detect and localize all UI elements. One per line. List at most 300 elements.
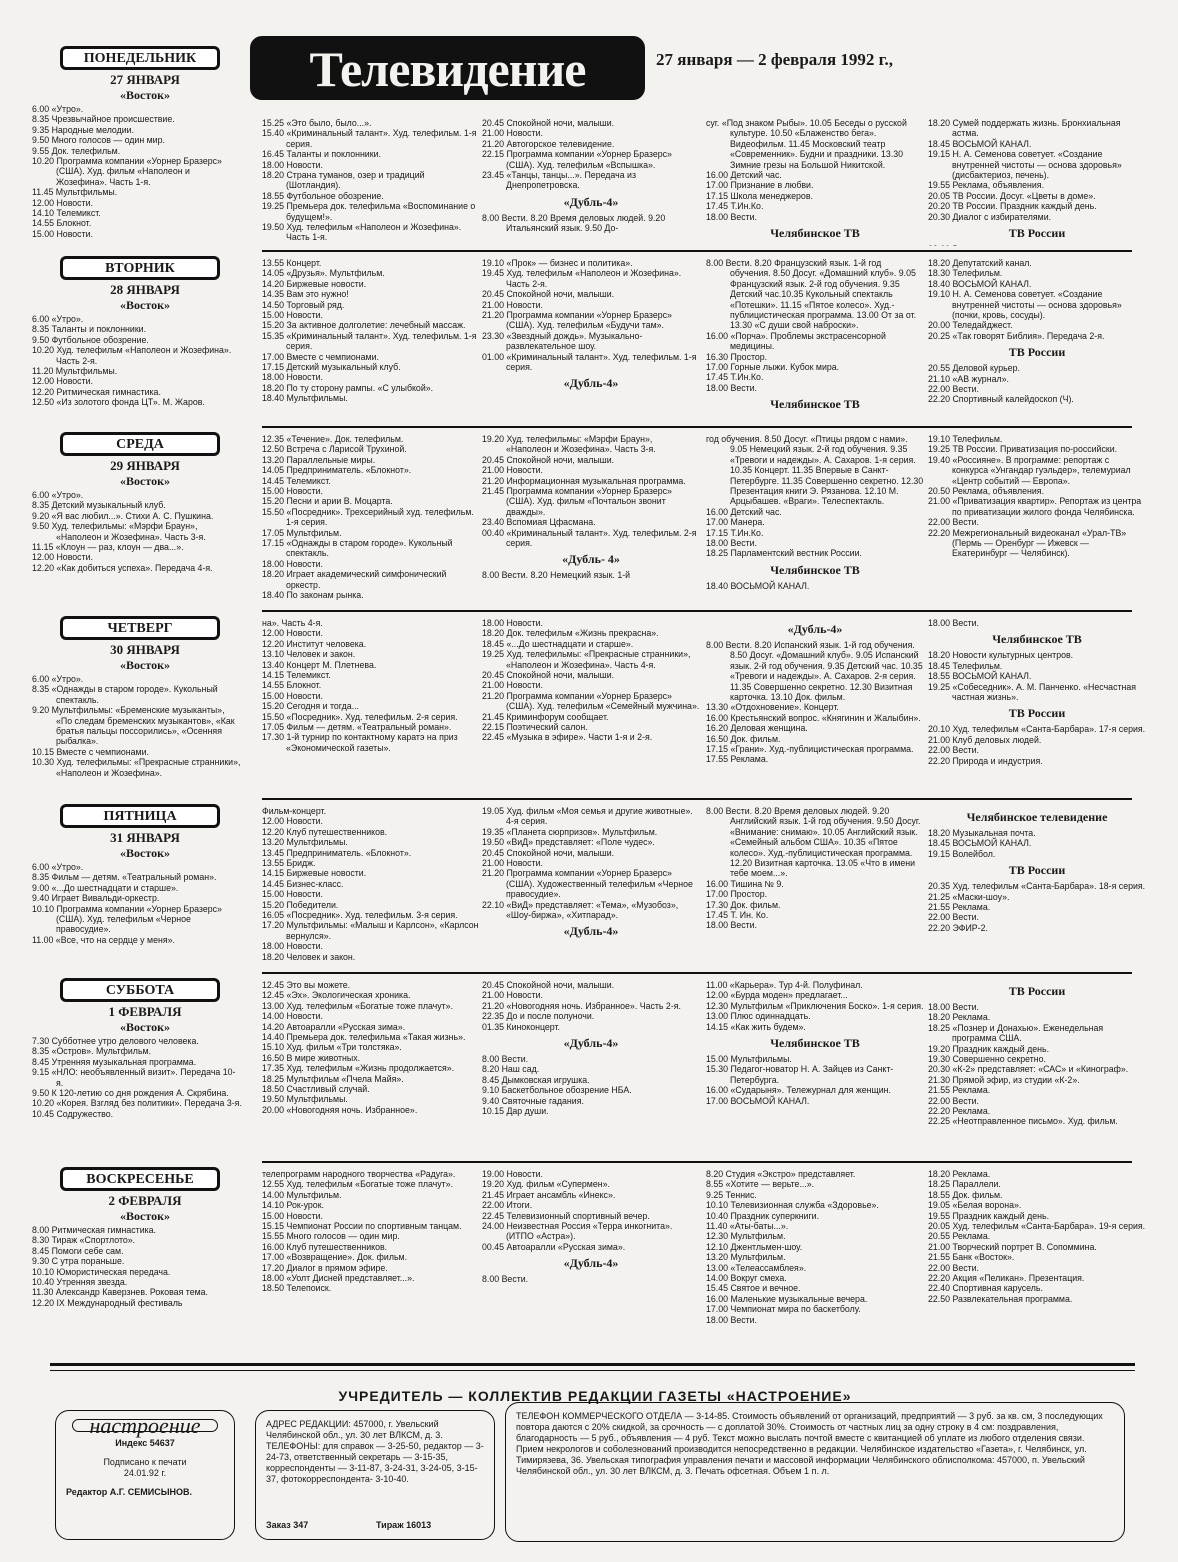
program-entry: 19.25 Премьера док. телефильма «Воспоминание о будущем!». xyxy=(262,201,478,222)
program-entry: 19.05 Худ. фильм «Моя семья и другие животные». 4-я серия. xyxy=(482,806,696,827)
program-entry: 15.25 «Это было, было...». xyxy=(262,118,372,128)
program-entry: 13.10 Человек и закон. xyxy=(262,649,356,660)
channel-heading: «Дубль-4» xyxy=(563,1036,619,1051)
schedule-column xyxy=(928,618,1146,794)
program-entry: 19.15 Н. А. Семенова советует. «Создание внутренней чистоты — основа здоровья» (дисбактериоз, печень). xyxy=(928,149,1125,181)
program-entry: 19.50 Худ. телефильм «Наполеон и Жозефина». Часть 1-я. xyxy=(262,222,464,243)
day-date: 31 ЯНВАРЯ xyxy=(110,830,180,845)
program-entry: 18.55 Док. фильм. xyxy=(928,1189,1003,1200)
masthead-box xyxy=(55,1410,235,1540)
program-entry: 22.00 Вести. xyxy=(928,517,980,528)
program-entry: 17.05 Фильм — детям. «Театральный роман». xyxy=(262,722,452,733)
program-entry: 00.40 «Криминальный талант». Худ. телефильм. 2-я серия. xyxy=(482,527,699,549)
program-entry: 14.10 Телемикст. xyxy=(32,208,101,219)
program-entry: 23.40 Вспомиая Цфасмана. xyxy=(482,517,596,528)
program-entry: 14.15 «Как жить будем». xyxy=(706,1021,806,1032)
program-entry: 18.40 По законам рынка. xyxy=(262,590,364,601)
program-entry: 10.10 Программа компании «Уорнер Бразерс» (США). Худ. телефильм «Черное правосудие». xyxy=(32,903,225,935)
program-entry: 14.00 Мультфильм. xyxy=(262,1189,342,1200)
program-entry: 9.20 «Я вас любил...». Стихи А. С. Пушкина. xyxy=(32,510,214,521)
day-date: 30 ЯНВАРЯ xyxy=(110,642,180,657)
program-entry: 18.00 Новости. xyxy=(482,618,543,628)
program-entry: 6.00 «Утро». xyxy=(32,104,84,114)
program-entry: 8.35 «Однажды в старом городе». Кукольный спектакль. xyxy=(32,684,221,705)
program-entry: 9.30 С утра пораньше. xyxy=(32,1256,125,1267)
program-entry: 18.50 Телепоиск. xyxy=(262,1283,332,1294)
program-entry: 15.00 Новости. xyxy=(262,1210,323,1221)
program-entry: 20.00 Теледайджест. xyxy=(928,320,1013,331)
program-entry: 13.40 Концерт М. Плетнева. xyxy=(262,659,377,670)
signed-date: 24.01.92 г. xyxy=(123,1468,167,1478)
program-entry: 20.30 «К-2» представляет: «САС» и «Кинограф». xyxy=(928,1064,1129,1075)
program-entry: 12.50 «Из золотого фонда ЦТ». М. Жаров. xyxy=(32,397,205,408)
schedule-column xyxy=(482,1169,700,1336)
program-entry: 21.00 Новости. xyxy=(482,680,543,691)
schedule-column xyxy=(928,980,1146,1157)
program-entry: 11.30 Александр Каверзнев. Роковая тема. xyxy=(32,1287,208,1298)
program-entry: 14.20 Автоаралли «Русская зима». xyxy=(262,1021,406,1032)
program-entry: 22.25 «Неотправленное письмо». Худ. фильм. xyxy=(928,1116,1118,1127)
program-entry: 18.00 Новости. xyxy=(262,159,323,170)
program-entry: 8.35 «Остров». Мультфильм. xyxy=(32,1046,152,1057)
page-title: Телевидение xyxy=(250,36,645,100)
schedule-column xyxy=(928,806,1146,968)
band-separator xyxy=(262,1161,1132,1163)
program-entry: 21.25 «Маски-шоу». xyxy=(928,891,1010,902)
program-entry: 19.25 «Собеседник». А. М. Панченко. «Несчастная частная жизнь». xyxy=(928,681,1139,703)
order-number: Заказ 347 xyxy=(266,1520,309,1530)
program-entry: 18.20 По ту сторону рампы. «С улыбкой». xyxy=(262,382,434,393)
program-entry: 14.55 Блокнот. xyxy=(32,218,92,229)
program-entry: 22.20 Реклама. xyxy=(928,1106,991,1117)
program-entry: 11.20 Мультфильмы. xyxy=(32,366,118,377)
program-entry: 20.10 Худ. телефильм «Санта-Барбара». 17-я серия. xyxy=(928,724,1146,735)
program-entry: 17.00 Вместе с чемпионами. xyxy=(262,351,379,362)
program-entry: 17.45 Т.Ин.Ко. xyxy=(706,372,764,383)
program-entry: 19.20 Худ. телефильмы: «Мэрфи Браун», «Наполеон и Жозефина». Часть 3-я. xyxy=(482,434,656,455)
program-entry: 16.00 «Сударыня». Тележурнал для женщин. xyxy=(706,1085,891,1096)
day-label: ПЯТНИЦА xyxy=(60,804,220,828)
program-entry: 15.20 Сегодня и тогда... xyxy=(262,701,359,712)
day-channel: «Восток» xyxy=(120,1020,170,1034)
program-entry: 18.40 ВОСЬМОЙ КАНАЛ. xyxy=(928,278,1032,289)
program-entry: 16.00 Клуб путешественников. xyxy=(262,1241,388,1252)
program-entry: 19.15 Волейбол. xyxy=(928,848,996,859)
schedule-column xyxy=(262,258,480,422)
program-entry: 15.10 Худ. фильм «Три толстяка». xyxy=(262,1042,402,1053)
schedule-column xyxy=(32,490,242,606)
program-entry: 15.50 «Посредник». Трехсерийный худ. телефильм. 1-я серия. xyxy=(262,506,477,528)
program-entry: 14.00 Новости. xyxy=(262,1011,323,1022)
program-entry: 17.00 «Возвращение». Док. фильм. xyxy=(262,1252,408,1263)
program-entry: 9.55 Док. телефильм. xyxy=(32,145,121,156)
program-entry: 17.35 Худ. телефильм «Жизнь продолжается». xyxy=(262,1063,455,1074)
program-entry: 20.45 Спокойной ночи, малыши. xyxy=(482,980,615,990)
program-entry: 15.50 «Посредник». Худ. телефильм. 2-я серия. xyxy=(262,711,458,722)
program-entry: 12.20 Институт человека. xyxy=(262,638,367,649)
program-entry: 22.50 Развлекательная программа. xyxy=(928,1293,1073,1304)
day-channel: «Восток» xyxy=(120,846,170,860)
program-entry: 18.45 ВОСЬМОЙ КАНАЛ. xyxy=(928,138,1032,149)
program-entry: 16.00 Тишина № 9. xyxy=(706,878,784,889)
program-entry: телепрограмм народного творчества «Радуга». xyxy=(262,1169,456,1179)
program-entry: 19.00 Новости. xyxy=(482,1169,543,1179)
schedule-column xyxy=(32,314,242,422)
program-entry: 15.00 Новости. xyxy=(262,486,323,497)
program-entry: 18.00 Вести. xyxy=(706,538,758,549)
program-entry: 21.20 Информационная музыкальная программа. xyxy=(482,475,686,486)
program-entry: 16.00 «Порча». Проблемы экстрасенсорной медицины. xyxy=(706,330,889,352)
program-entry: 17.00 Манера. xyxy=(706,517,765,528)
channel-heading: ТВ России xyxy=(1008,863,1066,878)
program-entry: 8.20 Студия «Экстро» представляет. xyxy=(706,1169,856,1179)
channel-heading: ТВ России xyxy=(1008,345,1066,360)
program-entry: 15.55 Много голосов — один мир. xyxy=(262,1231,400,1242)
program-entry: 19.55 Праздник каждый день. xyxy=(928,1210,1050,1221)
program-entry: 18.45 ВОСЬМОЙ КАНАЛ. xyxy=(928,838,1032,849)
program-entry: 21.20 «Новогодняя ночь. Избранное». Часть 2-я. xyxy=(482,1000,681,1011)
program-entry: 8.00 Вести. 8.20 Время деловых людей. 9.20 Итальянский язык. 9.50 До- xyxy=(482,212,668,234)
program-entry: 8.55 «Хотите — верьте...». xyxy=(706,1179,815,1190)
program-entry: 12.00 «Бурда моден» предлагает... xyxy=(706,990,848,1001)
program-entry: 20.05 Худ. телефильм «Санта-Барбара». 19-я серия. xyxy=(928,1221,1146,1232)
schedule-column xyxy=(32,674,242,794)
program-entry: 18.25 Мультфильм «Пчела Майя». xyxy=(262,1073,404,1084)
program-entry: 10.10 Юмористическая передача. xyxy=(32,1266,171,1277)
program-entry: 13.30 «Отдохновение». Концерт. xyxy=(706,702,839,713)
program-entry: 21.55 Реклама. xyxy=(928,902,991,913)
program-entry: 21.00 Клуб деловых людей. xyxy=(928,734,1042,745)
program-entry: 18.20 Сумей поддержать жизнь. Бронхиальная астма. xyxy=(928,118,1124,139)
day-channel: «Восток» xyxy=(120,474,170,488)
program-entry: 14.05 Предприниматель. «Блокнот». xyxy=(262,465,412,476)
program-entry: 12.00 Новости. xyxy=(262,628,323,639)
program-entry: 12.55 Худ. телефильм «Богатые тоже плачут». xyxy=(262,1179,454,1190)
program-entry: 15.00 Новости. xyxy=(262,310,323,321)
channel-heading: «Дубль-4» xyxy=(563,194,619,209)
commercial-info: ТЕЛЕФОН КОММЕРЧЕСКОГО ОТДЕЛА — 3-14-85. Стоимость объявлений от организаций, предприятий — 3 руб. за кв. см, 3 последующих повтора даются с 20% скидкой, за срочность — с доплатой 30%. Стоимость от частных лиц за одну строку в 4 см: поздравления, благодарность — 5 руб., объявления — 4 руб. Текст можно выслать почтой вместе с квитанцией об уплате из любого отделения связи. Прием некрологов и соболезнований производится непосредственно в редакции. Челябинское издательство «Газета», г. Челябинск, ул. Тимирязева, 36. Увельская типография управления печати и массовой информации Челябинского облисполкома: 457000, п. Увельский Челябинской обл., ул. 30 лет ВЛКСМ, д. 3. Печать офсетная. Объем 1 п. л. xyxy=(516,1411,1103,1476)
program-entry: 21.00 Новости. xyxy=(482,128,543,139)
day-label: СРЕДА xyxy=(60,432,220,456)
channel-heading: Челябинское телевидение xyxy=(966,810,1108,824)
day-date: 1 ФЕВРАЛЯ xyxy=(108,1004,182,1019)
schedule-column xyxy=(482,118,700,246)
schedule-column xyxy=(482,806,700,968)
address-box xyxy=(255,1410,495,1540)
program-entry: 19.50 Мультфильмы. xyxy=(262,1094,348,1105)
program-entry: 20.45 Спокойной ночи, малыши. xyxy=(482,847,615,858)
program-entry: 22.00 Итоги. xyxy=(482,1200,533,1211)
schedule-column xyxy=(706,806,924,968)
program-entry: 16.00 Маленькие музыкальные вечера. xyxy=(706,1293,868,1304)
channel-heading: ТВ России xyxy=(1008,706,1066,721)
program-entry: 01.35 Киноконцерт. xyxy=(482,1021,560,1032)
print-run: Тираж 16013 xyxy=(376,1520,432,1530)
program-entry: 17.15 Т.Ин.Ко. xyxy=(706,527,764,538)
program-entry: 22.00 Вести. xyxy=(928,912,980,923)
program-entry: 15.40 «Криминальный талант». Худ. телефильм. 1-я серия. xyxy=(262,128,479,149)
program-entry: 18.20 Новости культурных центров. xyxy=(928,650,1074,661)
channel-heading: «Дубль-4» xyxy=(563,1256,619,1271)
program-entry: 17.00 Простор. xyxy=(706,889,768,900)
program-entry: 18.00 Новости. xyxy=(262,372,323,383)
program-entry: 19.20 Худ. фильм «Супермен». xyxy=(482,1179,610,1190)
program-entry: 8.30 Тираж «Спортлото». xyxy=(32,1235,136,1246)
program-entry: 19.40 «Россияне». В программе: репортаж с конкурса «Унгандар гуэльдер», телемуриал «Центр событий — Европа». xyxy=(928,454,1134,486)
program-entry: 18.25 Парламентский вестник России. xyxy=(706,548,862,559)
program-entry: 19.55 Реклама, объявления. xyxy=(928,180,1045,191)
schedule-column xyxy=(482,258,700,422)
schedule-column xyxy=(262,980,480,1157)
program-entry: 22.45 «Музыка в эфире». Части 1-я и 2-я. xyxy=(482,732,653,743)
program-entry: 8.00 Вести. 8.20 Французский язык. 1-й год обучения. 8.50 Досуг. «Домашний клуб». 9.05 Французский язык. 2-й год обучения. 9.35 Детский час.10.35 Кукольный спектакль «Потешки». 11.15 «Пятое колесо». Худ.-публицистическая программа. 13.00 От за от. 13.30 «С души свой наброски». xyxy=(706,258,919,331)
program-entry: 19.05 «Белая ворона». xyxy=(928,1200,1022,1211)
program-entry: 20.05 ТВ России. Досуг. «Цветы в доме». xyxy=(928,190,1096,201)
program-entry: 22.20 Природа и индустрия. xyxy=(928,755,1043,766)
program-entry: 18.00 Новости. xyxy=(262,941,323,952)
program-entry: 14.20 Биржевые новости. xyxy=(262,278,367,289)
day-label: ВОСКРЕСЕНЬЕ xyxy=(60,1167,220,1191)
program-entry: 12.45 Это вы можете. xyxy=(262,980,351,990)
program-entry: 18.40 Мультфильмы. xyxy=(262,393,348,404)
program-entry: 12.00 Новости. xyxy=(32,376,93,387)
program-entry: 8.20 Наш сад. xyxy=(482,1064,540,1075)
program-entry: 16.05 «Посредник». Худ. телефильм. 3-я серия. xyxy=(262,910,458,921)
program-entry: 21.00 Творческий портрет В. Сопоммина. xyxy=(928,1241,1097,1252)
channel-heading: ТВ России xyxy=(1008,226,1066,241)
program-entry: 18.20 Реклама. xyxy=(928,1012,991,1023)
program-entry: 17.20 Диалог в прямом эфире. xyxy=(262,1262,388,1273)
newspaper-logo: настроение xyxy=(72,1419,218,1432)
program-entry: 19.35 «Планета сюрпризов». Мультфильм. xyxy=(482,826,658,837)
schedule-column xyxy=(32,1036,242,1157)
schedule-column xyxy=(32,862,242,968)
program-entry: 14.40 Премьера док. телефильма «Такая жизнь». xyxy=(262,1032,466,1043)
program-entry: 6.00 «Утро». xyxy=(32,490,84,500)
program-entry: 18.00 Новости. xyxy=(262,558,323,569)
program-entry: 20.45 Спокойной ночи, малыши. xyxy=(482,289,615,300)
program-entry: 17.15 «Грани». Худ.-публицистическая программа. xyxy=(706,744,914,755)
day-channel: «Восток» xyxy=(120,298,170,312)
schedule-column xyxy=(262,118,480,246)
program-entry: 17.45 Т.Ин.Ко. xyxy=(706,201,764,212)
program-entry: 16.20 Деловая женщина. xyxy=(706,723,808,734)
schedule-column xyxy=(262,618,480,794)
program-entry: 19.10 Н. А. Семенова советует. «Создание внутренней чистоты — основа здоровья» (почки, кровь, сосуды). xyxy=(928,289,1125,321)
program-entry: 17.20 Мультфильмы: «Малыш и Карлсон», «Карлсон вернулся». xyxy=(262,920,479,941)
program-entry: 21.45 Играет ансамбль «Инекс». xyxy=(482,1189,616,1200)
channel-heading: «Дубль-4» xyxy=(563,924,619,939)
program-entry: 19.25 ТВ России. Приватизация по-российски. xyxy=(928,444,1118,455)
program-entry: 15.20 Победители. xyxy=(262,899,339,910)
program-entry: 15.20 Песни и арии В. Моцарта. xyxy=(262,496,393,507)
program-entry: 22.20 ЭФИР-2. xyxy=(928,922,988,933)
program-entry: 12.10 Джентльмен-шоу. xyxy=(706,1241,803,1252)
program-entry: 18.00 Вести. xyxy=(706,382,758,393)
program-entry: на». Часть 4-я. xyxy=(262,618,323,628)
program-entry: 00.45 Автоаралли «Русская зима». xyxy=(482,1241,626,1252)
program-entry: 22.00 Вести. xyxy=(928,745,980,756)
program-entry: 8.00 Вести. xyxy=(482,1054,529,1065)
program-entry: 9.50 К 120-летию со дня рождения А. Скрябина. xyxy=(32,1088,229,1099)
schedule-column xyxy=(32,104,242,246)
program-entry: 11.00 «Карьера». Тур 4-й. Полуфинал. xyxy=(706,980,863,990)
program-entry: 17.55 Реклама. xyxy=(706,754,769,765)
program-entry: 18.20 Страна туманов, озер и традиций (Шотландия). xyxy=(262,170,427,191)
program-entry: 18.00 Вести. xyxy=(928,1002,980,1012)
program-entry: 16.50 В мире животных. xyxy=(262,1052,361,1063)
program-entry: 8.35 Таланты и поклонники. xyxy=(32,324,147,335)
program-entry: 8.35 Фильм — детям. «Театральный роман». xyxy=(32,872,217,883)
program-entry: 19.20 Праздник каждый день. xyxy=(928,1043,1050,1054)
program-entry: 15.00 Мультфильмы. xyxy=(706,1054,792,1065)
day-channel: «Восток» xyxy=(120,1209,170,1223)
program-entry: 21.45 Программа компании «Уорнер Бразерс» (США). Худ. фильм «Почтальон звонит дважды». xyxy=(482,486,675,517)
program-entry: 20.20 ТВ России. Праздник каждый день. xyxy=(928,201,1097,212)
program-entry: 11.40 «Аты-баты...». xyxy=(706,1221,789,1232)
program-entry: 11.45 Мультфильмы. xyxy=(32,187,118,198)
band-separator xyxy=(262,426,1132,428)
schedule-column xyxy=(706,258,924,422)
program-entry: 6.00 «Утро». xyxy=(32,674,84,684)
program-entry: 18.00 Вести. xyxy=(706,1314,758,1325)
program-entry: 10.40 Праздник суперкниги. xyxy=(706,1210,820,1221)
channel-heading: «Дубль-4» xyxy=(563,376,619,391)
program-entry: 13.00 Худ. телефильм «Богатые тоже плачут». xyxy=(262,1000,454,1011)
program-entry: 17.05 Мультфильм. xyxy=(262,527,342,538)
program-entry: 21.10 «АВ журнал». xyxy=(928,373,1009,384)
program-entry: 20.45 Спокойной ночи, малыши. xyxy=(482,118,615,128)
program-entry: 15.15 Чемпионат России по спортивным танцам. xyxy=(262,1221,462,1232)
program-entry: 10.15 Вместе с чемпионами. xyxy=(32,746,149,757)
program-entry: 12.30 Мультфильм. xyxy=(706,1231,786,1242)
program-entry: 9.25 Теннис. xyxy=(706,1189,757,1200)
program-entry: 21.00 Новости. xyxy=(482,299,543,310)
schedule-column xyxy=(32,1225,242,1336)
program-entry: 14.50 Торговый ряд. xyxy=(262,299,345,310)
footer-rule-top xyxy=(50,1363,1135,1366)
program-entry: 13.45 Предприниматель. «Блокнот». xyxy=(262,847,412,858)
program-entry: 11.00 «Все, что на сердце у меня». xyxy=(32,934,175,945)
program-entry: 12.00 Новости. xyxy=(262,816,323,827)
program-entry: 13.55 Бридж. xyxy=(262,858,316,869)
program-entry: 6.00 «Утро». xyxy=(32,314,84,324)
program-entry: 10.10 Телевизионная служба «Здоровье». xyxy=(706,1200,879,1211)
day-label: ПОНЕДЕЛЬНИК xyxy=(60,46,220,70)
program-entry: 15.00 Новости. xyxy=(262,690,323,701)
program-entry: 22.20 Спортивный калейдоскоп (Ч). xyxy=(928,394,1074,405)
day-date: 27 ЯНВАРЯ xyxy=(110,72,180,87)
program-entry: 21.00 Новости. xyxy=(482,990,543,1001)
schedule-column xyxy=(928,1169,1146,1336)
day-date: 28 ЯНВАРЯ xyxy=(110,282,180,297)
schedule-column xyxy=(928,258,1146,422)
program-entry: 10.20 Программа компании «Уорнер Бразерс» (США). Худ. фильм «Наполеон и Жозефина». Часть 1-я. xyxy=(32,156,225,187)
program-entry: 15.30 Педагог-новатор Н. А. Зайцев из Санкт-Петербурга. xyxy=(706,1064,894,1085)
editorial-address: АДРЕС РЕДАКЦИИ: 457000, г. Увельский Челябинской обл., ул. 30 лет ВЛКСМ, д. 3. ТЕЛЕФОНЫ: для справок — 3-25-50, редактор — 3-24-73, ответственный секретарь — 3-15-35, корреспонденты — 3-11-87, 3-24-31, 3-24-05, 3-15-37, фотокорреспондента- 3-10-40. xyxy=(266,1419,484,1484)
program-entry: 18.50 Счастливый случай. xyxy=(262,1084,370,1095)
schedule-column xyxy=(706,118,924,246)
band-separator xyxy=(262,972,1132,974)
program-entry: 21.55 Банк «Восток». xyxy=(928,1252,1015,1263)
band-separator xyxy=(262,798,1132,800)
program-entry: 12.20 «Как добиться успеха». Передача 4-я. xyxy=(32,562,213,573)
program-entry: 19.10 Телефильм. xyxy=(928,434,1003,444)
footer-title: УЧРЕДИТЕЛЬ — КОЛЛЕКТИВ РЕДАКЦИИ ГАЗЕТЫ «НАСТРОЕНИЕ» xyxy=(338,1388,852,1404)
program-entry: 18.00 Вести. xyxy=(928,618,980,628)
program-entry: 16.50 Док. фильм. xyxy=(706,733,781,744)
program-entry: 18.25 «Познер и Донахью». Еженедельная программа США. xyxy=(928,1022,1106,1044)
program-entry: 13.00 Плюс одиннадцать. xyxy=(706,1011,811,1022)
program-entry: Фильм-концерт. xyxy=(262,806,327,816)
schedule-column xyxy=(928,118,1146,246)
program-entry: 22.45 Телевизионный спортивный вечер. xyxy=(482,1210,650,1221)
program-entry: 12.00 Новости. xyxy=(32,552,93,563)
program-entry: 16.00 Детский час. xyxy=(706,506,782,517)
program-entry: 14.45 Бизнес-класс. xyxy=(262,878,344,889)
program-entry: 14.05 «Друзья». Мультфильм. xyxy=(262,268,385,279)
channel-heading: Челябинское ТВ xyxy=(770,562,860,577)
program-entry: 17.00 Чемпионат мира по баскетболу. xyxy=(706,1304,861,1315)
program-entry: 16.45 Таланты и поклонники. xyxy=(262,149,381,160)
program-entry: 22.40 Спортивная карусель. xyxy=(928,1283,1043,1294)
program-entry: 14.55 Блокнот. xyxy=(262,680,322,691)
program-entry: 9.15 «НЛО: необъявленный визит». Передача 10-я. xyxy=(32,1067,236,1088)
signed-label: Подписано к печати xyxy=(103,1457,187,1467)
program-entry: 17.00 ВОСЬМОЙ КАНАЛ. xyxy=(706,1095,810,1106)
program-entry: 17.00 Признание в любви. xyxy=(706,180,814,191)
program-entry: 9.50 Худ. телефильмы: «Мэрфи Браун», «Наполеон и Жозефина». Часть 3-я. xyxy=(32,521,206,542)
channel-heading: Челябинское ТВ xyxy=(770,397,860,412)
program-entry: 12.20 Клуб путешественников. xyxy=(262,826,388,837)
commercial-box xyxy=(505,1402,1125,1542)
program-entry: год обучения. 8.50 Досуг. «Птицы рядом с нами». 9.05 Немецкий язык. 2-й год обучения. 9.35 «Тревоги и надежды». А. Сахаров. 1-я серия. 10.35 Концерт. 11.35 Впервые в Санкт-Петербурге. 11.35 Совершенно секретно. 12.30 Презентация книги Э. Рязанова. 12.10 М. Арцыбашев. «Враги». Телеспектакль. xyxy=(706,434,924,507)
program-entry: 20.45 Спокойной ночи, малыши. xyxy=(482,454,615,465)
program-entry: 18.20 Человек и закон. xyxy=(262,951,356,962)
program-entry: 13.55 Концерт. xyxy=(262,258,322,268)
program-entry: 21.00 Новости. xyxy=(482,465,543,476)
schedule-column xyxy=(262,1169,480,1336)
program-entry: 9.50 Футбольное обозрение. xyxy=(32,334,149,345)
program-entry: 17.15 Детский музыкальный клуб. xyxy=(262,362,401,373)
schedule-column xyxy=(706,1169,924,1336)
program-entry: 16.30 Простор. xyxy=(706,351,768,362)
program-entry: 18.20 Док. телефильм «Жизнь прекрасна». xyxy=(482,628,659,639)
program-entry: 9.40 Играет Вивальди-оркестр. xyxy=(32,893,160,904)
program-entry: 20.55 Деловой курьер. xyxy=(928,363,1020,374)
program-entry: 12.45 «Эх». Экологическая хроника. xyxy=(262,990,411,1001)
program-entry: 16.00 Детский час. xyxy=(706,170,782,181)
program-entry: 10.20 Худ. телефильм «Наполеон и Жозефина». Часть 2-я. xyxy=(32,345,234,366)
program-entry: 12.35 «Течение». Док. телефильм. xyxy=(262,434,404,444)
program-entry: 15.20 За активное долголетие: лечебный массаж. xyxy=(262,320,466,331)
program-entry: 21.55 Реклама. xyxy=(928,1085,991,1096)
program-entry: 18.55 ВОСЬМОЙ КАНАЛ. xyxy=(928,671,1032,682)
program-entry: 8.00 Вести. xyxy=(482,1274,529,1285)
program-entry: 9.35 Народные мелодии. xyxy=(32,124,135,135)
program-entry: 19.10 «Прок» — бизнес и политика». xyxy=(482,258,633,268)
program-entry: 23.30 «Звездный дождь». Музыкально-развлекательное шоу. xyxy=(482,330,643,352)
program-entry: 19.50 «ВиД» представляет: «Поле чудес». xyxy=(482,837,655,848)
program-entry: 17.00 Горные лыжи. Кубок мира. xyxy=(706,362,840,373)
band-separator xyxy=(262,610,1132,612)
schedule-column xyxy=(706,980,924,1157)
program-entry: 21.00 «Приватизация квартир». Репортаж из центра по приватизации жилого фонда Челябинска. xyxy=(928,496,1144,517)
program-entry: 8.35 Детский музыкальный клуб. xyxy=(32,500,166,511)
program-entry: 11.15 «Клоун — раз, клоун — два...». xyxy=(32,542,184,553)
program-entry: 16.00 Крестьянский вопрос. «Княгинин и Жалыбин». xyxy=(706,712,921,723)
schedule-column xyxy=(928,434,1146,606)
